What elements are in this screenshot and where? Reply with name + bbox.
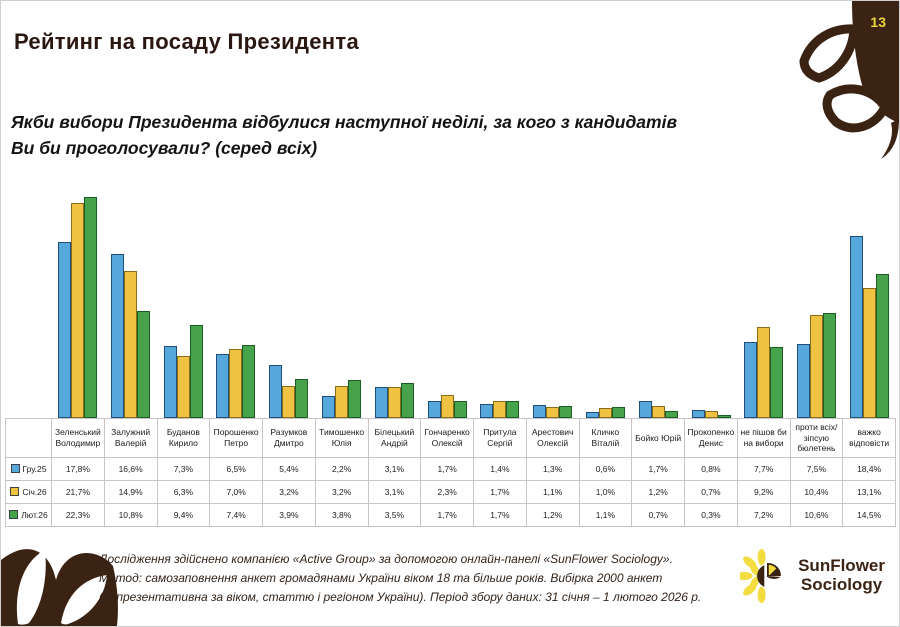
table-value-cell: 9,2% (737, 481, 790, 504)
table-value-cell: 3,9% (263, 504, 316, 527)
table-value-cell: 3,2% (315, 481, 368, 504)
table-value-cell: 10,6% (790, 504, 843, 527)
table-value-cell: 3,2% (263, 481, 316, 504)
table-header-cell: Кличко Віталій (579, 419, 632, 458)
legend-swatch-icon (10, 487, 19, 496)
table-header-cell: Бойко Юрій (632, 419, 685, 458)
table-header-cell: проти всіх/зіпсую бюлетень (790, 419, 843, 458)
bar (428, 401, 441, 418)
bar (559, 406, 572, 418)
bar (493, 401, 506, 418)
table-value-cell: 9,4% (157, 504, 210, 527)
table-value-cell: 1,1% (526, 481, 579, 504)
table-value-cell: 18,4% (843, 458, 896, 481)
chart-and-table (5, 189, 896, 527)
bar (599, 408, 612, 418)
methodology-line3: (репрезентативна за віком, статтю і регіоном України). Період збору даних: 31 січня – 1 лютого 2026 р. (99, 590, 702, 605)
table-value-cell: 14,9% (104, 481, 157, 504)
bar-group (104, 254, 157, 418)
series-label-cell (6, 504, 52, 527)
table-value-cell: 1,7% (421, 504, 474, 527)
bar (137, 311, 150, 418)
sunflower-logo-icon (740, 548, 794, 604)
table-value-cell: 0,7% (632, 504, 685, 527)
methodology-line1: Дослідження здійснено компанією «Active Group» за допомогою онлайн-панелі «SunFlower Sociology». (99, 552, 673, 566)
bar (177, 356, 190, 418)
bar (744, 342, 757, 418)
table-value-cell: 10,8% (104, 504, 157, 527)
bar (850, 236, 863, 418)
survey-question-line2: Ви би проголосували? (серед всіх) (11, 138, 318, 159)
bar (652, 406, 665, 418)
table-value-cell: 7,4% (210, 504, 263, 527)
bar (705, 411, 718, 418)
bar-group (262, 365, 315, 419)
bar (111, 254, 124, 418)
table-value-cell: 14,5% (843, 504, 896, 527)
bar (441, 395, 454, 418)
table-value-cell: 17,8% (52, 458, 105, 481)
bar-group (51, 197, 104, 418)
table-value-cell: 7,3% (157, 458, 210, 481)
bar (757, 327, 770, 418)
bar-group (157, 325, 210, 418)
table-value-cell: 7,5% (790, 458, 843, 481)
bar-chart (5, 189, 896, 418)
table-row (6, 458, 896, 481)
table-value-cell: 21,7% (52, 481, 105, 504)
bar (863, 288, 876, 418)
bar-group (738, 327, 791, 418)
table-value-cell: 1,1% (579, 504, 632, 527)
table-value-cell: 22,3% (52, 504, 105, 527)
table-value-cell: 16,6% (104, 458, 157, 481)
bar-group (421, 395, 474, 418)
table-value-cell: 1,7% (632, 458, 685, 481)
series-label-cell (6, 458, 52, 481)
table-value-cell: 10,4% (790, 481, 843, 504)
table-value-cell: 7,2% (737, 504, 790, 527)
survey-question (11, 109, 677, 162)
bar (242, 345, 255, 418)
table-header-cell: Залужний Валерій (104, 419, 157, 458)
table-value-cell: 13,1% (843, 481, 896, 504)
bar (612, 407, 625, 418)
logo-text-line2: Sociology (800, 575, 883, 594)
bar (375, 387, 388, 418)
bar-group (579, 407, 632, 418)
bar (335, 386, 348, 418)
table-value-cell: 6,3% (157, 481, 210, 504)
bar-group (368, 383, 421, 418)
bar (348, 380, 361, 418)
table-header-cell: важко відповісти (843, 419, 896, 458)
bar (269, 365, 282, 419)
table-value-cell: 3,5% (368, 504, 421, 527)
methodology-note (99, 550, 724, 608)
bar (322, 396, 335, 418)
bar (388, 387, 401, 418)
bar-group (315, 380, 368, 418)
table-corner-cell (6, 419, 52, 458)
table-value-cell: 3,1% (368, 481, 421, 504)
bar (586, 412, 599, 418)
table-row (6, 481, 896, 504)
methodology-line2: Метод: самозаповнення анкет громадянами України віком 18 та більше років. Вибірка 2000 анкет (99, 571, 663, 586)
bar (810, 315, 823, 418)
bar (639, 401, 652, 418)
series-label-cell (6, 481, 52, 504)
bar-group (209, 345, 262, 418)
table-header-cell: Буданов Кирило (157, 419, 210, 458)
bar (876, 274, 889, 418)
series-label: Гру.25 (22, 464, 47, 474)
page-number: 13 (870, 14, 886, 30)
bar-group (685, 410, 738, 418)
table-value-cell: 0,8% (685, 458, 738, 481)
bar (692, 410, 705, 418)
table-value-cell: 7,7% (737, 458, 790, 481)
bar (216, 354, 229, 418)
bar-group (632, 401, 685, 418)
bar (71, 203, 84, 418)
series-label: Січ.26 (22, 487, 47, 497)
bar (546, 407, 559, 418)
legend-swatch-icon (9, 510, 18, 519)
table-value-cell: 0,6% (579, 458, 632, 481)
table-value-cell: 6,5% (210, 458, 263, 481)
bar (797, 344, 810, 418)
table-header-cell: Разумков Дмитро (263, 419, 316, 458)
table-header-cell: Притула Сергій (474, 419, 527, 458)
logo-text-line1: SunFlower (798, 556, 885, 576)
bar (718, 415, 731, 418)
table-value-cell: 1,4% (474, 458, 527, 481)
bar-group (526, 405, 579, 418)
table-value-cell: 1,7% (474, 481, 527, 504)
table-value-cell: 7,0% (210, 481, 263, 504)
table-value-cell: 2,3% (421, 481, 474, 504)
bar (58, 242, 71, 418)
table-header-cell: Порошенко Петро (210, 419, 263, 458)
bar (282, 386, 295, 418)
table-value-cell: 0,7% (685, 481, 738, 504)
legend-swatch-icon (11, 464, 20, 473)
table-header-cell: Зеленський Володимир (52, 419, 105, 458)
bar (84, 197, 97, 418)
table-header-cell: Арестович Олексій (526, 419, 579, 458)
table-value-cell: 1,0% (579, 481, 632, 504)
table-header-cell: Прокопенко Денис (685, 419, 738, 458)
bar-group (790, 313, 843, 418)
table-header-cell: Гончаренко Олексій (421, 419, 474, 458)
bar-group (474, 401, 527, 418)
table-value-cell: 3,1% (368, 458, 421, 481)
bar (190, 325, 203, 418)
bar-group (843, 236, 896, 418)
table-value-cell: 1,2% (632, 481, 685, 504)
bar (124, 271, 137, 419)
bar (229, 349, 242, 418)
table-value-cell: 1,7% (421, 458, 474, 481)
logo-text (798, 557, 885, 594)
bar (665, 411, 678, 418)
table-value-cell: 0,3% (685, 504, 738, 527)
table-value-cell: 1,2% (526, 504, 579, 527)
bar (454, 401, 467, 418)
table-row (6, 504, 896, 527)
table-value-cell: 5,4% (263, 458, 316, 481)
table-value-cell: 1,3% (526, 458, 579, 481)
table-value-cell: 1,7% (474, 504, 527, 527)
bar (770, 347, 783, 418)
table-header-cell: Тимошенко Юлія (315, 419, 368, 458)
bar (506, 401, 519, 418)
survey-question-line1: Якби вибори Президента відбулися наступної неділі, за кого з кандидатів (11, 112, 678, 132)
table-header-cell: не пішов би на вибори (737, 419, 790, 458)
page-title: Рейтинг на посаду Президента (14, 29, 359, 54)
bar (164, 346, 177, 418)
table-value-cell: 3,8% (315, 504, 368, 527)
series-label: Лют.26 (21, 510, 48, 520)
bar (295, 379, 308, 418)
data-table (5, 418, 896, 527)
bar (480, 404, 493, 418)
table-header-cell: Білецький Андрій (368, 419, 421, 458)
bar (533, 405, 546, 418)
table-value-cell: 2,2% (315, 458, 368, 481)
bar (823, 313, 836, 418)
sunflower-sociology-logo (740, 548, 885, 604)
bar (401, 383, 414, 418)
